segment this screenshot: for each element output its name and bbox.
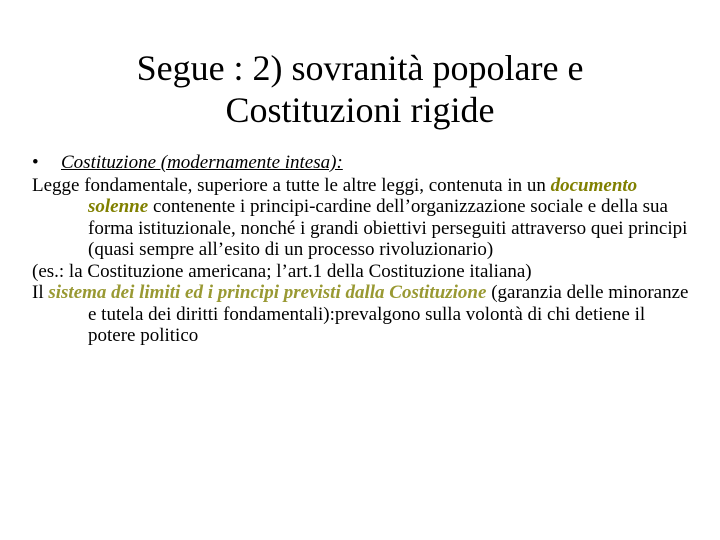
- bullet-icon: •: [32, 152, 39, 173]
- paragraph-definition-text-2: contenente i principi-cardine dell’organizzazione sociale e della sua forma istituzionale: [88, 196, 668, 239]
- slide-title-line-2: Costituzioni rigide: [225, 90, 495, 130]
- slide-body: [32, 152, 692, 347]
- paragraph-definition: [32, 175, 692, 261]
- paragraph-definition-text-1: Legge fondamentale, superiore a tutte le altre leggi, contenuta in un: [32, 174, 551, 196]
- bullet-item: [32, 152, 692, 174]
- paragraph-example: [32, 261, 692, 283]
- paragraph-example-text: (es.: la Costituzione americana; l’art.1 della Costituzione italiana): [32, 260, 532, 282]
- slide-title-line-1: Segue : 2) sovranità popolare e: [136, 48, 584, 88]
- paragraph-definition-emphasis: documento solenne: [88, 174, 638, 217]
- paragraph-definition-text-3: , nonché i grandi obiettivi perseguiti attraverso quei principi (quasi sempre all’esito di un processo rivoluzionario): [88, 217, 688, 260]
- paragraph-limits-text-2: (garanzia delle minoranze e tutela dei diritti fondamentali):prevalgono sulla volontà di chi detiene il potere politico: [88, 282, 689, 346]
- bullet-heading: Costituzione (modernamente intesa):: [61, 152, 343, 173]
- slide-title: [0, 47, 720, 131]
- paragraph-limits-emphasis: sistema dei limiti ed i principi previsti dalla Costituzione: [48, 282, 487, 303]
- paragraph-limits-text-1: Il: [32, 282, 49, 303]
- paragraph-limits: [32, 282, 692, 347]
